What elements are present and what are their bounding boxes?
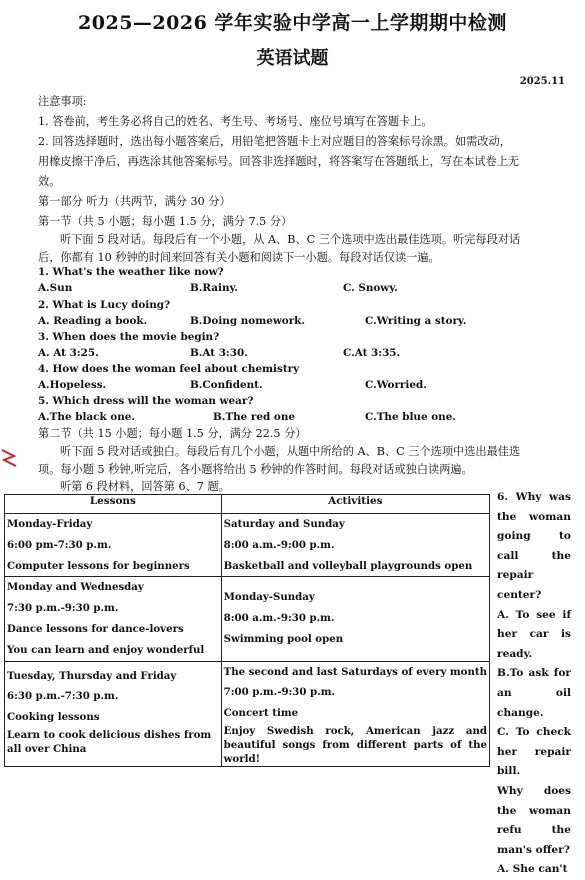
table-row: [5, 661, 490, 766]
section2-heading: 第二节（共 15 小题；每小题 1.5 分，满分 22.5 分）: [38, 427, 307, 440]
activity-cell: [221, 514, 489, 577]
question-5-option-a: A.The black one.: [38, 411, 135, 423]
question-7-option-a: A. She can't: [497, 863, 568, 876]
stamp-mark-icon: [0, 446, 18, 470]
table-header-row: [5, 495, 490, 514]
exam-subject: 英语试题: [256, 48, 329, 69]
question-4-stem: 4. How does the woman feel about chemistry: [38, 363, 300, 375]
question-2-stem: 2. What is Lucy doing?: [38, 299, 171, 311]
schedule-table: [4, 494, 490, 767]
question-1-option-c: C. Snowy.: [343, 282, 398, 294]
notice-item-1: 1. 答卷前，考生务必将自己的姓名、考生号、考场号、座位号填写在答题卡上。: [38, 115, 433, 128]
question-1-stem: 1. What's the weather like now?: [38, 266, 224, 278]
lesson-days: Tuesday, Thursday and Friday: [7, 669, 177, 682]
activity-cell: [221, 661, 489, 766]
activity-time: 8:00 a.m.-9:00 p.m.: [223, 538, 335, 551]
part1-heading: 第一部分 听力（共两节，满分 30 分）: [38, 195, 231, 208]
question-6-option-a: A. To see if her car is ready.: [497, 608, 571, 660]
lesson-time: 6:00 pm-7:30 p.m.: [7, 538, 112, 551]
lesson-name: Computer lessons for beginners: [7, 559, 190, 572]
activity-name: Swimming pool open: [223, 632, 344, 645]
activity-days: Monday-Sunday: [223, 591, 315, 604]
question-2-option-c: C.Writing a story.: [365, 315, 467, 327]
question-5-option-c: C.The blue one.: [365, 411, 456, 423]
section1-heading: 第一节（共 5 小题；每小题 1.5 分，满分 7.5 分）: [38, 215, 293, 228]
question-4-option-a: A.Hopeless.: [38, 379, 107, 391]
section2-directions-line-1: 听下面 5 段对话或独白。每段后有几个小题，从题中所给的 A、B、C 三个选项中选出最佳选: [60, 445, 521, 458]
question-6-option-c: C. To check her repair bill.: [497, 726, 571, 778]
activity-time: 7:00 p.m.-9:30 p.m.: [223, 686, 336, 699]
activity-days: The second and last Saturdays of every month: [223, 665, 487, 678]
question-7-stem: Why does the woman refu the man's offer?: [497, 784, 571, 856]
side-questions: [497, 488, 571, 880]
section1-directions-line-2: 后，你都有 10 秒钟的时间来回答有关小题和阅读下一小题。每段对话仅读一遍。: [38, 251, 440, 264]
table-row: [5, 577, 490, 661]
question-4-option-b: B.Confident.: [190, 379, 263, 391]
lesson-name: Dance lessons for dance-lovers: [7, 622, 184, 635]
question-5-option-b: B.The red one: [213, 411, 295, 423]
table-row: [5, 514, 490, 577]
question-3-option-c: C.At 3:35.: [343, 347, 401, 359]
question-1-option-b: B.Rainy.: [190, 282, 238, 294]
question-3-option-b: B.At 3:30.: [190, 347, 248, 359]
activity-name: Concert time: [223, 707, 299, 720]
question-2-option-b: B.Doing nomework.: [190, 315, 305, 327]
exam-date: 2025.11: [519, 76, 565, 87]
question-5-stem: 5. Which dress will the woman wear?: [38, 395, 254, 407]
question-6-stem: 6. Why was the woman going to call the repair center?: [497, 491, 571, 601]
activity-name: Basketball and volleyball playgrounds open: [223, 559, 473, 572]
activity-cell: [221, 577, 489, 661]
lesson-cell: [5, 661, 222, 766]
question-3-option-a: A. At 3:25.: [38, 347, 99, 359]
notice-item-2-line-1: 2. 回答选择题时，选出每小题答案后，用铅笔把答题卡上对应题目的答案标号涂黑。如需改动，: [38, 135, 511, 148]
exam-title: 2025—2026 学年实验中学高一上学期期中检测: [78, 12, 507, 34]
question-2-option-a: A. Reading a book.: [38, 315, 148, 327]
lesson-cell: [5, 577, 222, 661]
notice-item-2-line-3: 效。: [38, 175, 61, 188]
activity-time: 8:00 a.m.-9:30 p.m.: [223, 612, 335, 625]
notice-heading: 注意事项:: [38, 95, 87, 108]
lesson-time: 7:30 p.m.-9:30 p.m.: [7, 602, 119, 615]
lesson-description: Learn to cook delicious dishes from all over China: [7, 728, 212, 755]
lesson-time: 6:30 p.m.-7:30 p.m.: [7, 690, 119, 703]
activity-days: Saturday and Sunday: [223, 518, 345, 530]
question-3-stem: 3. When does the movie begin?: [38, 331, 220, 343]
question-1-option-a: A.Sun: [38, 282, 73, 294]
question-4-option-c: C.Worried.: [365, 379, 427, 391]
lesson-days: Monday and Wednesday: [7, 581, 144, 594]
activities-header: Activities: [221, 495, 489, 514]
lesson-cell: [5, 514, 222, 577]
lessons-header: Lessons: [5, 495, 222, 514]
lesson-days: Monday-Friday: [7, 518, 93, 530]
lesson-name: Cooking lessons: [7, 711, 100, 724]
section2-directions-line-2: 项。每小题 5 秒钟,听完后，各小题将给出 5 秒钟的作答时间。每段对话或独白读两遍。: [38, 463, 473, 476]
section1-directions-line-1: 听下面 5 段对话。每段后有一个小题，从 A、B、C 三个选项中选出最佳选项。听完每段对话: [60, 233, 521, 246]
notice-item-2-line-2: 用橡皮擦干净后，再选涂其他答案标号。回答非选择题时，将答案写在答题纸上，写在本试卷上无: [38, 155, 520, 168]
question-6-option-b: B.To ask for an oil change.: [497, 667, 571, 719]
material-intro: 听第 6 段材料，回答第 6、7 题。: [60, 480, 230, 493]
lesson-description: You can learn and enjoy wonderful: [7, 643, 205, 656]
activity-description: Enjoy Swedish rock, American jazz and beautiful songs from different parts of the world!: [223, 724, 487, 765]
